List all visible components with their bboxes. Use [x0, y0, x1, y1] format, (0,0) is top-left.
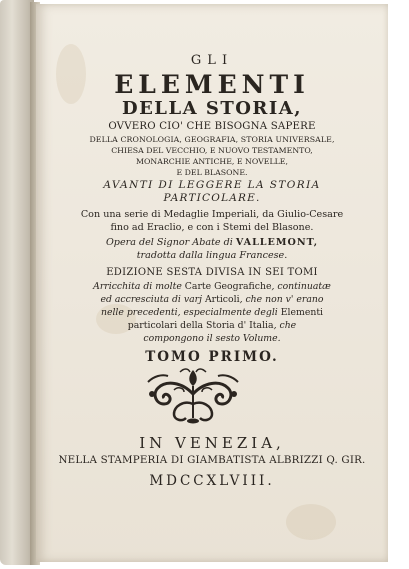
enrichment-text: , continuatæ [271, 281, 331, 292]
enrichment-text: Arricchita di molte [93, 281, 185, 292]
enrichment-text: Storia d' Italia [206, 320, 274, 331]
enrichment-text: ed accresciuta di varj [100, 294, 205, 305]
printers-ornament-icon [144, 364, 242, 424]
imprint-year: MDCCXLVIII. [149, 473, 275, 489]
particolare-line: PARTICOLARE. [163, 192, 261, 204]
subject-line: MONARCHIE ANTICHE, E NOVELLE, [136, 157, 288, 166]
author-prefix: Opera del Signor Abate di [105, 237, 236, 248]
imprint-city: IN VENEZIA, [139, 434, 285, 452]
enrichment-text: , che [273, 320, 297, 331]
title-page [36, 4, 388, 562]
enrichment-text: Carte Geografiche [184, 281, 272, 292]
enrichment-text: particolari della [127, 320, 207, 331]
imprint-printer: NELLA STAMPERIA DI GIAMBATISTA ALBRIZZI Q. GIR. [58, 454, 366, 466]
author-name: VALLEMONT, [235, 237, 319, 248]
enrichment-text: nelle precedenti, especialmente degli [100, 307, 281, 318]
subtitle-ovvero: OVVERO CIO' CHE BISOGNA SAPERE [108, 121, 316, 132]
author-line [36, 238, 388, 248]
title-gli: GLI [190, 53, 234, 68]
enrichment-line: compongono il sesto Volume. [143, 333, 281, 344]
enrichment-text: Elementi [280, 307, 324, 318]
title-elementi: ELEMENTI [114, 70, 310, 99]
enrichment-line [36, 295, 388, 304]
enrichment-line [36, 308, 388, 317]
subject-line: DELLA CRONOLOGIA, GEOGRAFIA, STORIA UNIVERSALE, [89, 135, 335, 144]
medaglie-line: Con una serie di Medaglie Imperiali, da Giulio-Cesare [80, 209, 344, 220]
enrichment-text: Articoli [204, 294, 240, 305]
enrichment-text: , che non v' erano [239, 294, 324, 305]
enrichment-line [36, 321, 388, 330]
book-cover-edge [0, 0, 34, 565]
subject-line: CHIESA DEL VECCHIO, E NUOVO TESTAMENTO, [111, 146, 313, 155]
volume-label: TOMO PRIMO. [145, 349, 279, 365]
avanti-line: AVANTI DI LEGGERE LA STORIA [103, 179, 321, 191]
enrichment-line [36, 282, 388, 291]
translation-line: tradotta dalla lingua Francese. [136, 250, 288, 261]
edition-line: EDIZIONE SESTA DIVISA IN SEI TOMI [106, 267, 318, 278]
eraclio-line: fino ad Eraclio, e con i Stemi del Blasone. [110, 222, 314, 233]
title-della-storia: DELLA STORIA, [121, 98, 303, 119]
subject-line: E DEL BLASONE. [176, 168, 248, 177]
foxing-spot [286, 504, 336, 540]
